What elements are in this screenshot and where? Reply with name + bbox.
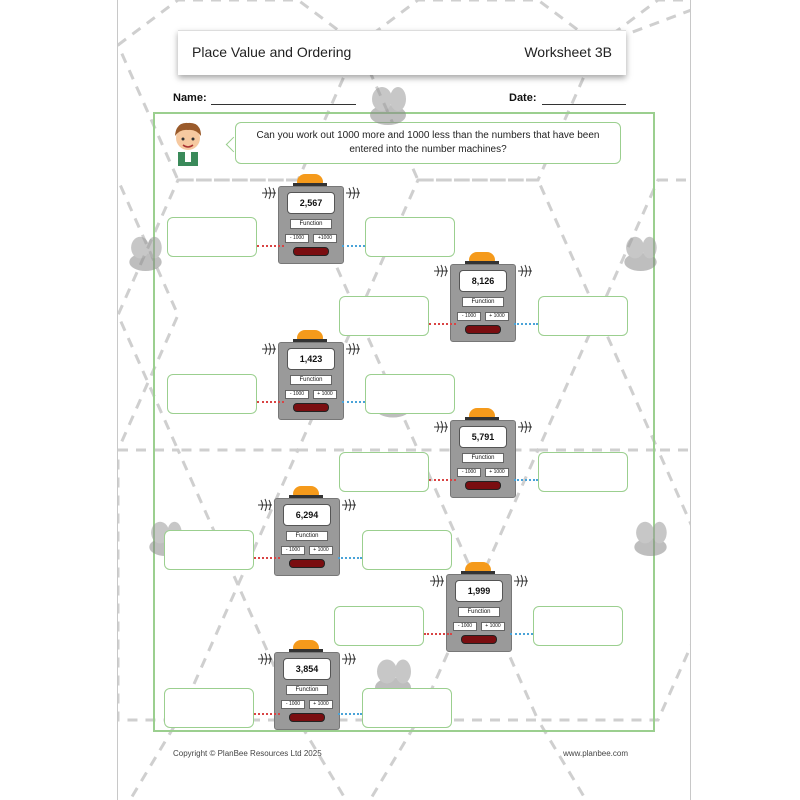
minus-button: - 1000 xyxy=(281,700,305,709)
boy-avatar-icon xyxy=(168,118,208,166)
number-machine xyxy=(258,640,358,730)
spring-icon xyxy=(434,264,448,278)
spring-icon xyxy=(346,342,360,356)
answer-box-minus[interactable] xyxy=(167,217,257,257)
plus-button: + 1000 xyxy=(481,622,505,631)
date-field[interactable] xyxy=(542,104,626,105)
spring-icon xyxy=(518,264,532,278)
plus-button: + 1000 xyxy=(485,468,509,477)
answer-box-minus[interactable] xyxy=(164,530,254,570)
spring-icon xyxy=(262,186,276,200)
minus-button: - 1000 xyxy=(457,312,481,321)
number-machine xyxy=(262,174,362,264)
minus-button: - 1000 xyxy=(285,234,309,243)
spring-icon xyxy=(430,574,444,588)
spring-icon xyxy=(258,498,272,512)
machine-display: 1,423 xyxy=(287,348,335,370)
prompt-line-2: entered into the number machines? xyxy=(349,144,507,155)
spring-icon xyxy=(518,420,532,434)
plus-button: + 1000 xyxy=(313,390,337,399)
spring-icon xyxy=(434,420,448,434)
minus-button: - 1000 xyxy=(453,622,477,631)
output-slot xyxy=(465,325,501,334)
spring-icon xyxy=(342,652,356,666)
minus-button: - 1000 xyxy=(457,468,481,477)
output-slot xyxy=(289,559,325,568)
machine-display: 3,854 xyxy=(283,658,331,680)
prompt-line-1: Can you work out 1000 more and 1000 less than the numbers that have been xyxy=(256,130,600,141)
answer-box-plus[interactable] xyxy=(533,606,623,646)
minus-button: - 1000 xyxy=(285,390,309,399)
title-banner xyxy=(178,30,626,75)
spring-icon xyxy=(514,574,528,588)
function-label: Function xyxy=(286,685,328,695)
plus-button: + 1000 xyxy=(309,700,333,709)
answer-box-minus[interactable] xyxy=(164,688,254,728)
answer-box-plus[interactable] xyxy=(365,217,455,257)
output-slot xyxy=(465,481,501,490)
plus-button: + 1000 xyxy=(309,546,333,555)
function-label: Function xyxy=(462,297,504,307)
plus-button: +1000 xyxy=(313,234,337,243)
function-label: Function xyxy=(458,607,500,617)
function-label: Function xyxy=(290,219,332,229)
spring-icon xyxy=(258,652,272,666)
number-machine xyxy=(434,252,534,342)
name-label: Name: xyxy=(173,92,207,104)
machine-display: 2,567 xyxy=(287,192,335,214)
plus-button: + 1000 xyxy=(485,312,509,321)
fly-decoration-icon xyxy=(623,520,678,565)
answer-box-plus[interactable] xyxy=(362,688,452,728)
machine-display: 5,791 xyxy=(459,426,507,448)
copyright-text: Copyright © PlanBee Resources Ltd 2025 xyxy=(173,749,322,758)
output-slot xyxy=(289,713,325,722)
worksheet-page xyxy=(117,0,691,800)
function-label: Function xyxy=(286,531,328,541)
fly-decoration-icon xyxy=(613,235,668,280)
answer-box-minus[interactable] xyxy=(167,374,257,414)
machine-display: 6,294 xyxy=(283,504,331,526)
output-slot xyxy=(461,635,497,644)
machine-display: 1,999 xyxy=(455,580,503,602)
answer-box-plus[interactable] xyxy=(538,296,628,336)
website-link[interactable]: www.planbee.com xyxy=(563,749,628,758)
output-slot xyxy=(293,247,329,256)
function-label: Function xyxy=(290,375,332,385)
output-slot xyxy=(293,403,329,412)
number-machine xyxy=(430,562,530,652)
machine-display: 8,126 xyxy=(459,270,507,292)
number-machine xyxy=(262,330,362,420)
worksheet-number: Worksheet 3B xyxy=(524,44,612,60)
worksheet-title: Place Value and Ordering xyxy=(192,44,352,60)
fly-decoration-icon xyxy=(358,85,418,135)
fly-decoration-icon xyxy=(118,235,173,280)
speech-bubble xyxy=(235,122,621,164)
spring-icon xyxy=(342,498,356,512)
number-machine xyxy=(258,486,358,576)
spring-icon xyxy=(346,186,360,200)
minus-button: - 1000 xyxy=(281,546,305,555)
date-label: Date: xyxy=(509,92,537,104)
function-label: Function xyxy=(462,453,504,463)
number-machine xyxy=(434,408,534,498)
answer-box-plus[interactable] xyxy=(538,452,628,492)
spring-icon xyxy=(262,342,276,356)
name-field[interactable] xyxy=(211,104,356,105)
